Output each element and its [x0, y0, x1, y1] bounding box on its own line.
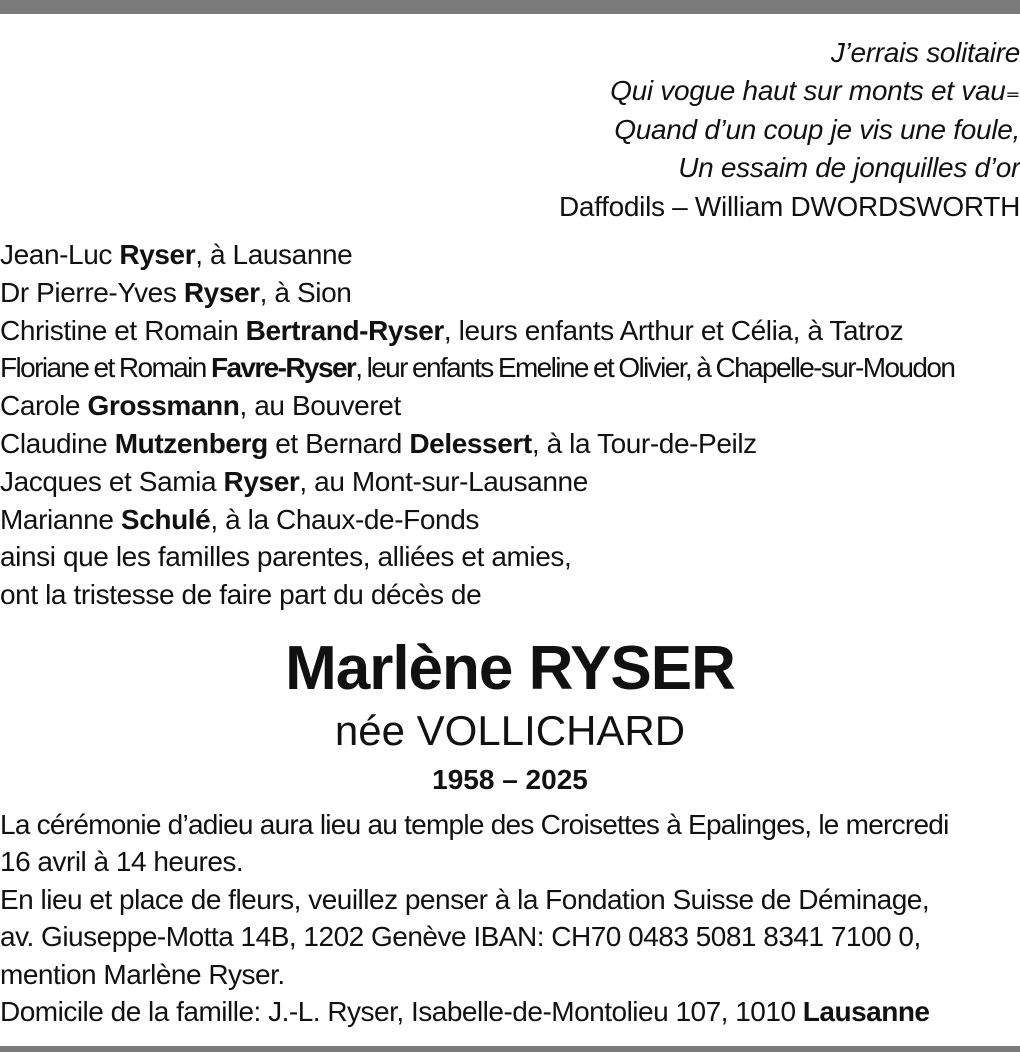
poem-line: J’errais solitaire: [830, 37, 1020, 68]
domicile-text: Domicile de la famille: J.-L. Ryser, Isabelle-de-Montolieu 107, 1010 Lausanne: [0, 996, 930, 1028]
top-rule: [0, 0, 1020, 14]
announcement-line: ont la tristesse de faire part du décès de: [0, 579, 482, 611]
donation-text: av. Giuseppe-Motta 14B, 1202 Genève IBAN: CH70 0483 5081 8341 7100 0,: [0, 921, 921, 953]
poem-attribution: Daffodils – William DWORDSWORTH: [558, 190, 1020, 222]
family-member: Jacques et Samia Ryser, au Mont-sur-Lausanne: [0, 465, 588, 497]
family-member: Jean-Luc Ryser, à Lausanne: [0, 239, 353, 270]
deceased-block: [0, 634, 1020, 800]
family-member: Floriane et Romain Favre-Ryser, leur enfants Emeline et Olivier, à Chapelle-sur-Moudon: [0, 352, 955, 384]
ceremony-text: 16 avril à 14 heures.: [0, 846, 244, 878]
family-member: Dr Pierre-Yves Ryser, à Sion: [0, 276, 352, 308]
poem-line: Qui vogue haut sur monts et vau₌: [610, 75, 1020, 107]
ceremony-info: [0, 806, 1020, 1030]
family-member: Marianne Schulé, à la Chaux-de-Fonds: [0, 503, 479, 535]
life-years: 1958 – 2025: [432, 764, 588, 795]
family-member: Carole Grossmann, au Bouveret: [0, 390, 401, 422]
donation-text: En lieu et place de fleurs, veuillez penser à la Fondation Suisse de Déminage,: [0, 883, 930, 915]
poem-epigraph: [0, 34, 1020, 226]
maiden-name: née VOLLICHARD: [334, 707, 686, 754]
poem-line: Un essaim de jonquilles d’or: [678, 152, 1020, 184]
deceased-name: Marlène RYSER: [285, 634, 735, 703]
family-member: Christine et Romain Bertrand-Ryser, leurs enfants Arthur et Célia, à Tatroz: [0, 314, 904, 346]
ceremony-text: La cérémonie d’adieu aura lieu au temple des Croisettes à Epalinges, le mercredi: [0, 809, 949, 840]
family-member: Claudine Mutzenberg et Bernard Delessert, à la Tour-de-Peilz: [0, 427, 757, 459]
donation-text: mention Marlène Ryser.: [0, 958, 285, 990]
families-line: ainsi que les familles parentes, alliées et amies,: [0, 541, 572, 573]
poem-line: Quand d’un coup je vis une foule,: [614, 113, 1020, 145]
bottom-rule: [0, 1046, 1020, 1052]
family-list: [0, 236, 1020, 614]
